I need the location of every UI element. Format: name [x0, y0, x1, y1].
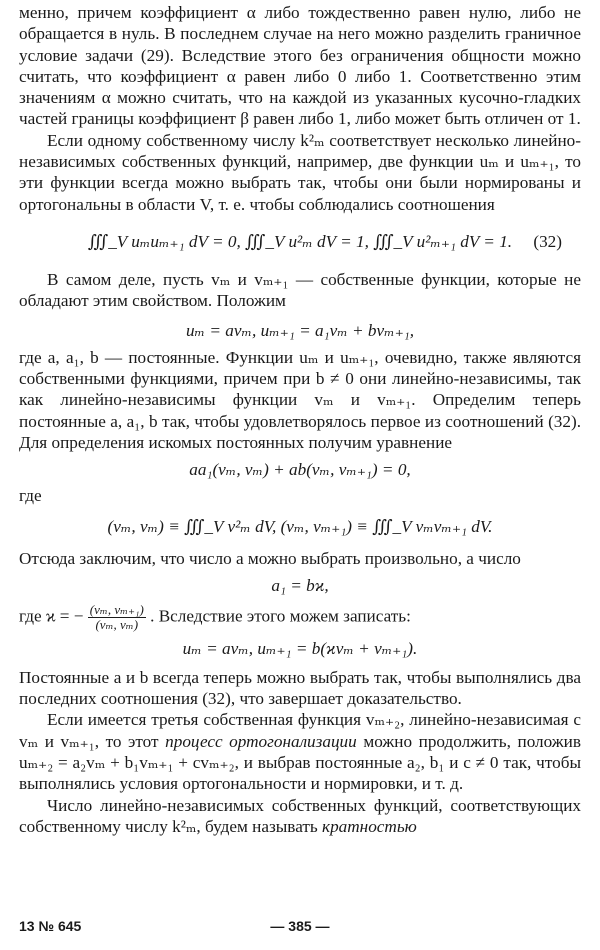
formula-32 — [19, 227, 581, 257]
paragraph-9 — [19, 709, 581, 794]
paragraph-1: менно, причем коэффициент α либо тождественно равен нулю, либо не обращается в нуль. В последнем случае на него можно разделить граничное условие задачи (29). Вследствие этого без ограничения общности можно считать, что коэффициент α равен либо 0 либо 1. Соответственно этим значениям α можно считать, что на каждой из указанных кусочно-гладких частей границы коэффициент β равен либо 1, либо может быть отличен от 1. — [19, 3, 581, 129]
paragraph-4: где a, a₁, b — постоянные. Функции uₘ и uₘ₊₁, очевидно, также являются собственными функциями, причем при b ≠ 0 они линейно-независимы, так как линейно-независимы функции vₘ и vₘ₊₁. Определим теперь постоянные a, a₁, b так, чтобы удовлетворялось первое из соотношений (32). Для определения искомых постоянных получим уравнение — [19, 347, 581, 453]
paragraph-3: В самом деле, пусть vₘ и vₘ₊₁ — собственные функции, которые не обладают этим свойством. Положим — [19, 269, 581, 311]
kappa-denominator: (vₘ, vₘ) — [95, 616, 139, 632]
formula-32-body: ∭_V uₘuₘ₊₁ dV = 0, ∭_V u²ₘ dV = 1, ∭_V u²ₘ₊₁ dV = 1. — [87, 231, 513, 251]
formula-result: uₘ = avₘ, uₘ₊₁ = b(ϰvₘ + vₘ₊₁). — [182, 638, 418, 658]
paragraph-8: Постоянные a и b всегда теперь можно выбрать так, чтобы выполнялись два последних соотношения (32), что завершает доказательство. — [19, 667, 581, 709]
paragraph-2: Если одному собственному числу k²ₘ соответствует несколько линейно-независимых собственных функций, например, две функции uₘ и uₘ₊₁, то эти функции всегда можно выбрать так, чтобы они были нормированы и ортогональны в области V, т. е. чтобы соблюдались соотношения — [19, 130, 581, 214]
kappa-numerator: (vₘ, vₘ₊₁) — [89, 601, 144, 617]
paragraph-6: Отсюда заключим, что число a можно выбрать произвольно, а число — [19, 548, 521, 568]
printer-signature: 13 № 645 — [19, 918, 82, 934]
formula-a1: a₁ = bϰ, — [271, 576, 329, 596]
formula-substitution: uₘ = avₘ, uₘ₊₁ = a₁vₘ + bvₘ₊₁, — [185, 320, 415, 340]
paragraph-9-start: Если имеется третья собственная функция vₘ₊₂, линейно-независимая с vₘ и vₘ₊₁, то этот — [19, 710, 581, 751]
paragraph-10 — [19, 795, 581, 838]
paragraph-10-start: Число линейно-независимых собственных функций, соответствующих собственному числу k²ₘ, будем называть — [19, 795, 581, 836]
emphasis-multiplicity: кратностью — [322, 816, 417, 836]
kappa-lead: где ϰ = − — [19, 605, 84, 625]
equation-number-32: (32) — [533, 231, 562, 251]
formula-equation: aa₁(vₘ, vₘ) + ab(vₘ, vₘ₊₁) = 0, — [189, 460, 411, 480]
paragraph-9-end: можно продолжить, положив uₘ₊₂ = a₂vₘ + b₁vₘ₊₁ + cvₘ₊₂, и выбрав постоянные a₂, b₁ и c ≠ 0 так, чтобы выполнялись условия ортогональности и нормировки, и т. д. — [19, 731, 581, 794]
kappa-fraction — [88, 603, 146, 632]
page-number: — 385 — — [270, 918, 330, 934]
kappa-tail: . Вследствие этого можем записать: — [150, 605, 411, 625]
emphasis-orthogonalization: процесс ортогонализации — [165, 731, 357, 751]
paragraph-where: где — [19, 485, 42, 505]
paragraph-kappa — [19, 603, 581, 632]
formula-scalar-products: (vₘ, vₘ) ≡ ∭_V v²ₘ dV, (vₘ, vₘ₊₁) ≡ ∭_V vₘvₘ₊₁ dV. — [107, 516, 493, 536]
